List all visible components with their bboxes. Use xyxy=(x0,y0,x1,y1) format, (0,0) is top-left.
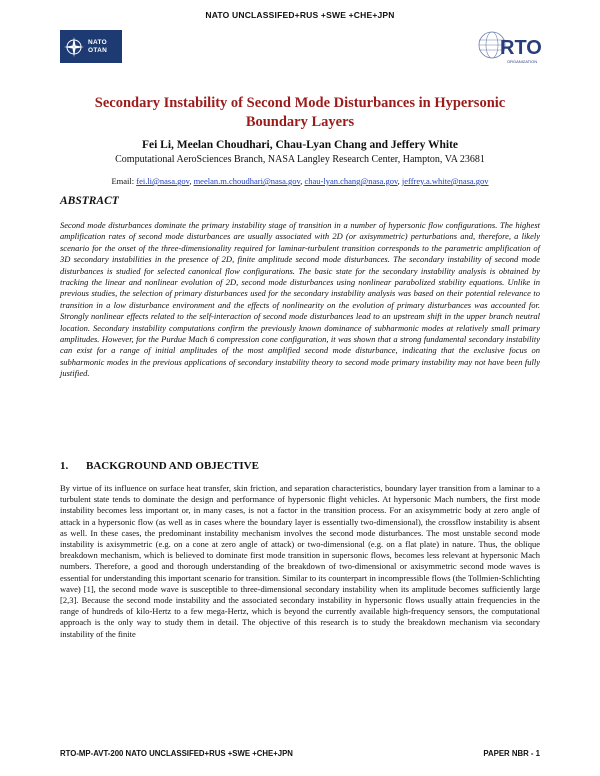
author-emails xyxy=(20,176,580,186)
section-number: 1. xyxy=(60,460,69,472)
email-separator: , xyxy=(397,176,402,186)
email-link[interactable]: meelan.m.choudhari@nasa.gov xyxy=(193,176,301,186)
email-link[interactable]: jeffrey.a.white@nasa.gov xyxy=(401,176,489,186)
nato-logo-text xyxy=(88,39,107,55)
nato-logo-line2: OTAN xyxy=(88,46,108,54)
section-heading xyxy=(60,460,259,472)
paper-title-line2: Boundary Layers xyxy=(245,114,355,130)
paper-affiliation: Computational AeroSciences Branch, NASA Langley Research Center, Hampton, VA 23681 xyxy=(115,154,485,165)
nato-compass-rose-icon xyxy=(63,36,85,58)
rto-logo-text: RTO xyxy=(500,37,542,59)
email-link[interactable]: chau-lyan.chang@nasa.gov xyxy=(304,176,398,186)
section-title: BACKGROUND AND OBJECTIVE xyxy=(86,460,259,472)
email-separator: , xyxy=(189,176,194,186)
paper-title-line1: Secondary Instability of Second Mode Disturbances in Hypersonic xyxy=(94,95,506,111)
nato-logo-line1: NATO xyxy=(88,38,108,46)
classification-header: NATO UNCLASSIFED+RUS +SWE +CHE+JPN xyxy=(205,10,395,20)
rto-logo-caption: ORGANIZATION xyxy=(507,59,538,64)
email-label: Email: xyxy=(111,176,137,186)
nato-logo xyxy=(60,30,122,63)
abstract-heading: ABSTRACT xyxy=(60,195,119,207)
footer-left: RTO-MP-AVT-200 NATO UNCLASSIFED+RUS +SWE +CHE+JPN xyxy=(60,749,293,758)
email-separator: , xyxy=(300,176,305,186)
email-link[interactable]: fei.li@nasa.gov xyxy=(136,176,190,186)
footer-page-number: PAPER NBR - 1 xyxy=(483,749,540,758)
abstract-text: Second mode disturbances dominate the primary instability stage of transition in a number of hypersonic flow configurations. The highest amplification rates of second mode disturbances are usually associated with 2D (or axisymmetric) perturbations and, therefore, a likely scenario for the onset of the three-dimensionality required for laminar-turbulent transition corresponds to the parametric amplification of 3D secondary instabilities in the presence of 2D, finite amplitude second mode disturbances. The secondary instability of second mode disturbances is studied for selected canonical flow configurations. The basic state for the secondary instability analysis is obtained by tracking the linear and nonlinear evolution of 2D, second mode disturbances using nonlinear parabolized stability equations. Unlike in previous studies, the selection of primary disturbances used for the secondary instability analysis was based on their potential relevance to transition in a low disturbance environment and the effects of nonlinearity on the evolution of primary disturbances was accounted for. Strongly nonlinear effects related to the self-interaction of second mode disturbances lead to an upstream shift in the upper branch neutral location. Secondary instability computations confirm the previously known dominance of subharmonic modes at relatively small primary amplitudes. However, for the Purdue Mach 6 compression cone configuration, it was shown that a strong fundamental secondary instability can exist for a range of initial amplitudes of the most amplified second mode disturbance, indicating that the exclusive focus on subharmonic modes in the previous applications of secondary instability theory to second mode primary instability may not have been fully justified. xyxy=(60,220,540,379)
paper-authors: Fei Li, Meelan Choudhari, Chau-Lyan Chang and Jeffery White xyxy=(141,139,459,151)
section-body-text: By virtue of its influence on surface heat transfer, skin friction, and separation characteristics, boundary layer transition from a laminar to a turbulent state tends to dominate the design and performance of hypersonic flight vehicles. At hypersonic Mach numbers, the first mode instability becomes less important or, in many cases, is not a factor in the transition process. For an axisymmetric body at zero angle of attack in a hypersonic flow (as well as in cases where the boundary layer is essentially two-dimensional), the crossflow instability is absent as well. In these cases, the predominant instability mechanism involves the second mode disturbances. The most unstable second mode instability is axisymmetric (e.g. on a cone at zero angle of attack) or two-dimensional (e.g. on a flat plate) in nature. Thus, the oblique breakdown mechanism, which is believed to dominate first mode transition in supersonic flows, becomes less relevant at hypersonic Mach numbers. Therefore, a good and thorough understanding of the breakdown of two-dimensional or axisymmetric second mode waves is essential for understanding this important scenario for transition. Similar to its counterpart in incompressible flows (the Tollmien-Schlichting wave) [1], the second mode wave is susceptible to three-dimensional secondary instability when its amplitude becomes sufficiently large [2,3]. Because the second mode instability and the associated secondary instability in hypersonic flows usually attain frequencies in the range of hundreds of kilo-Hertz to a few mega-Hertz, which is beyond the currently available high-frequency sensors, the computational approach is the only way to study them in detail. The objective of this research is to study the breakdown mechanism via secondary instability of the finite xyxy=(60,483,540,639)
paper-title xyxy=(60,94,540,132)
rto-globe-logo-icon xyxy=(476,28,542,66)
